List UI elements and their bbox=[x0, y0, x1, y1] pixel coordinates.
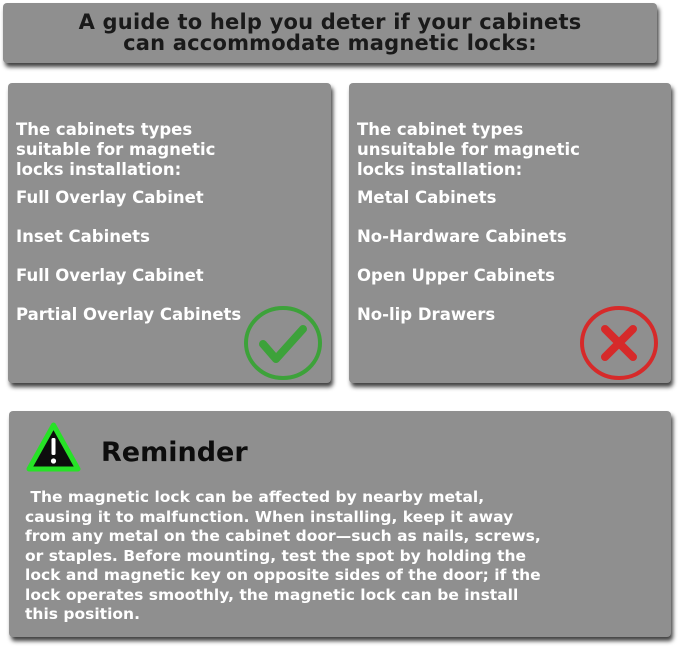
suitable-heading-line: suitable for magnetic bbox=[16, 140, 216, 159]
guide-title-line-2: can accommodate magnetic locks: bbox=[123, 31, 537, 55]
unsuitable-heading-line: The cabinet types bbox=[357, 120, 524, 139]
reminder-header bbox=[25, 421, 651, 478]
suitable-item: Full Overlay Cabinet bbox=[16, 266, 204, 285]
suitable-heading-line: locks installation: bbox=[16, 160, 182, 179]
unsuitable-heading-line: unsuitable for magnetic bbox=[357, 140, 580, 159]
reminder-line: lock operates smoothly, the magnetic lock can be install bbox=[25, 585, 519, 604]
warning-triangle-icon bbox=[25, 421, 82, 473]
unsuitable-item: Metal Cabinets bbox=[357, 188, 497, 207]
reminder-text bbox=[25, 488, 651, 625]
unsuitable-heading bbox=[357, 120, 671, 180]
guide-title-line-1: A guide to help you deter if your cabinets bbox=[78, 10, 582, 34]
unsuitable-item: No-Hardware Cabinets bbox=[357, 227, 567, 246]
unsuitable-item: No-lip Drawers bbox=[357, 305, 496, 324]
suitable-item: Full Overlay Cabinet bbox=[16, 188, 204, 207]
reminder-title: Reminder bbox=[101, 437, 248, 468]
unsuitable-item: Open Upper Cabinets bbox=[357, 266, 555, 285]
reminder-line: The magnetic lock can be affected by nearby metal, bbox=[25, 488, 485, 506]
suitable-heading-line: The cabinets types bbox=[16, 120, 193, 139]
suitable-heading bbox=[16, 120, 331, 180]
guide-title-banner bbox=[3, 3, 657, 63]
suitable-item: Inset Cabinets bbox=[16, 227, 150, 246]
reminder-line: causing it to malfunction. When installing, keep it away bbox=[25, 507, 514, 526]
reminder-line: from any metal on the cabinet door—such as nails, screws, bbox=[25, 527, 541, 545]
unsuitable-heading-line: locks installation: bbox=[357, 160, 523, 179]
reminder-panel bbox=[9, 411, 671, 637]
reminder-line: lock and magnetic key on opposite sides of the door; if the bbox=[25, 566, 541, 584]
reminder-line: this position. bbox=[25, 605, 140, 623]
reminder-line: or staples. Before mounting, test the spot by holding the bbox=[25, 546, 527, 565]
suitable-item: Partial Overlay Cabinets bbox=[16, 305, 242, 324]
